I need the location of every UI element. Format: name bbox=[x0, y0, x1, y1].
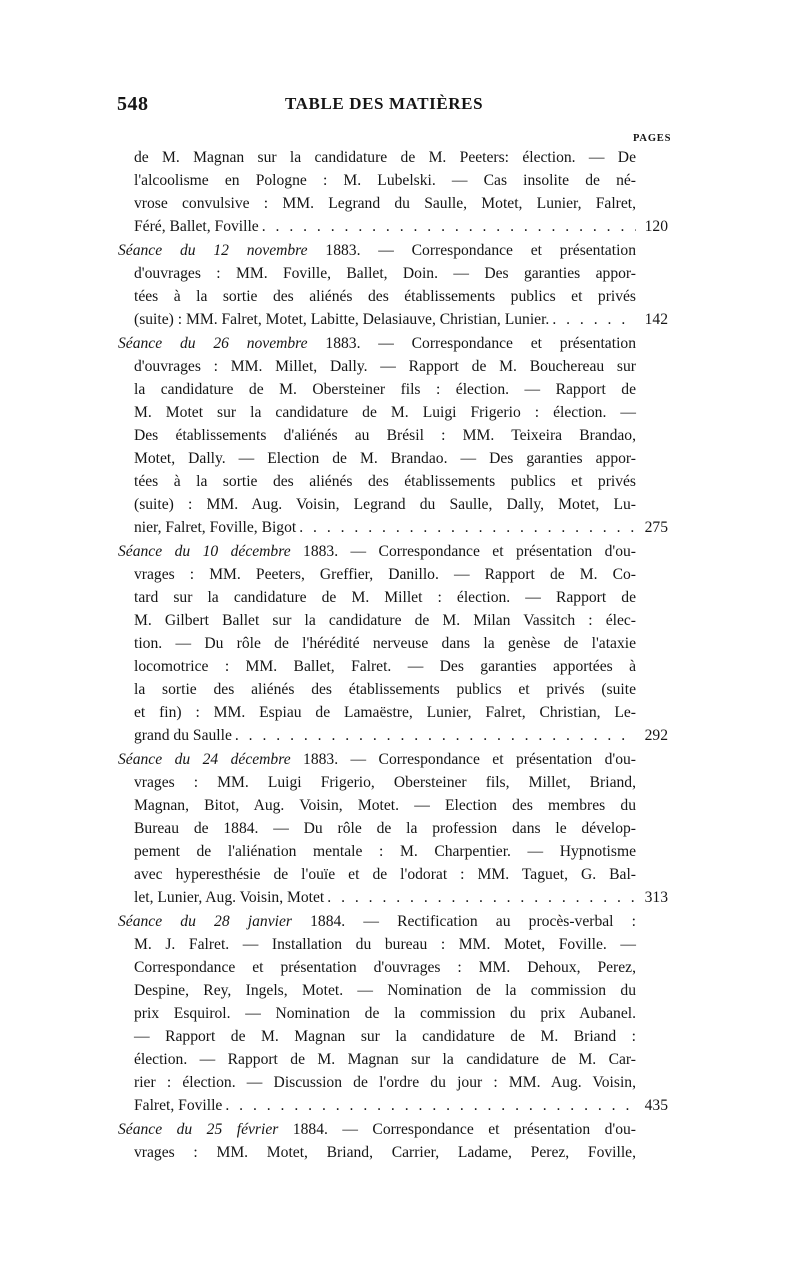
entry-line: élection. — Rapport de M. Magnan sur la candidature de M. Car- bbox=[134, 1051, 636, 1068]
entry-text: Falret, Foville bbox=[134, 1097, 223, 1114]
entry-line: Correspondance et présentation d'ouvrages : MM. Dehoux, Perez, bbox=[134, 959, 636, 976]
entry-text: 1883. — Correspondance et présentation d'ou- bbox=[290, 543, 636, 560]
page-reference: 435 bbox=[644, 1097, 668, 1114]
entry-line: Motet, Dally. — Election de M. Brandao. — Des garanties appor- bbox=[134, 450, 636, 467]
page-reference: 142 bbox=[644, 311, 668, 328]
entry-line bbox=[134, 1096, 636, 1116]
session-date: Séance du 24 décembre bbox=[118, 751, 291, 768]
entry-line bbox=[134, 518, 636, 538]
entry-text: 1884. — Correspondance et présentation d'ou- bbox=[278, 1121, 637, 1138]
entry-line: vrages : MM. Luigi Frigerio, Obersteiner fils, Millet, Briand, bbox=[134, 774, 636, 791]
entry-line: rier : élection. — Discussion de l'ordre du jour : MM. Aug. Voisin, bbox=[134, 1074, 636, 1091]
entry-line: M. Gilbert Ballet sur la candidature de M. Milan Vassitch : élec- bbox=[134, 612, 636, 629]
entry-text: grand du Saulle bbox=[134, 727, 232, 744]
pages-column-label: PAGES bbox=[633, 133, 672, 144]
entry-line: Despine, Rey, Ingels, Motet. — Nomination de la commission du bbox=[134, 982, 636, 999]
entry-line: d'ouvrages : MM. Foville, Ballet, Doin. — Des garanties appor- bbox=[134, 265, 636, 282]
entry-line: — Rapport de M. Magnan sur la candidature de M. Briand : bbox=[134, 1028, 636, 1045]
session-entry-heading-line bbox=[118, 750, 636, 770]
entry-text: 1883. — Correspondance et présentation d'ou- bbox=[290, 751, 636, 768]
entry-line: tées à la sortie des aliénés des établissements publics et privés bbox=[134, 288, 636, 305]
session-date: Séance du 26 novembre bbox=[118, 335, 308, 352]
entry-line: Des établissements d'aliénés au Brésil : MM. Teixeira Brandao, bbox=[134, 427, 636, 444]
entry-line: tion. — Du rôle de l'hérédité nerveuse dans la genèse de l'ataxie bbox=[134, 635, 636, 652]
entry-line: la sortie des aliénés des établissements publics et privés (suite bbox=[134, 681, 636, 698]
entry-line: tard sur la candidature de M. Millet : élection. — Rapport de bbox=[134, 589, 636, 606]
session-date: Séance du 12 novembre bbox=[118, 242, 308, 259]
entry-line: d'ouvrages : MM. Millet, Dally. — Rapport de M. Bouchereau sur bbox=[134, 358, 636, 375]
entry-line: Bureau de 1884. — Du rôle de la profession dans le dévelop- bbox=[134, 820, 636, 837]
page-reference: 313 bbox=[644, 889, 668, 906]
running-title: TABLE DES MATIÈRES bbox=[285, 94, 484, 113]
page-reference: 275 bbox=[644, 519, 668, 536]
session-entry-heading-line bbox=[118, 1120, 636, 1140]
dot-leader bbox=[549, 310, 636, 330]
entry-line: vrose convulsive : MM. Legrand du Saulle, Motet, Lunier, Falret, bbox=[134, 195, 636, 212]
entry-text: nier, Falret, Foville, Bigot bbox=[134, 519, 297, 536]
entry-text: Féré, Ballet, Foville bbox=[134, 218, 259, 235]
entry-line bbox=[134, 217, 636, 237]
entry-line: tées à la sortie des aliénés des établissements publics et privés bbox=[134, 473, 636, 490]
dot-leader bbox=[222, 1096, 636, 1116]
session-date: Séance du 10 décembre bbox=[118, 543, 291, 560]
entry-line: locomotrice : MM. Ballet, Falret. — Des garanties apportées à bbox=[134, 658, 636, 675]
dot-leader bbox=[259, 217, 636, 237]
dot-leader bbox=[232, 726, 636, 746]
dot-leader bbox=[324, 888, 636, 908]
entry-line: pement de l'aliénation mentale : M. Charpentier. — Hypnotisme bbox=[134, 843, 636, 860]
entry-line: vrages : MM. Motet, Briand, Carrier, Ladame, Perez, Foville, bbox=[134, 1144, 636, 1161]
entry-line: la candidature de M. Obersteiner fils : élection. — Rapport de bbox=[134, 381, 636, 398]
entry-line: prix Esquirol. — Nomination de la commission du prix Aubanel. bbox=[134, 1005, 636, 1022]
page-number: 548 bbox=[117, 93, 149, 115]
entry-line: et fin) : MM. Espiau de Lamaëstre, Lunier, Falret, Christian, Le- bbox=[134, 704, 636, 721]
entry-text: 1883. — Correspondance et présentation bbox=[307, 335, 636, 352]
entry-line: de M. Magnan sur la candidature de M. Peeters: élection. — De bbox=[134, 149, 636, 166]
entry-line: M. Motet sur la candidature de M. Luigi Frigerio : élection. — bbox=[134, 404, 636, 421]
session-entry-heading-line bbox=[118, 241, 636, 261]
entry-text: let, Lunier, Aug. Voisin, Motet bbox=[134, 889, 325, 906]
entry-line: (suite) : MM. Aug. Voisin, Legrand du Saulle, Dally, Motet, Lu- bbox=[134, 496, 636, 513]
entry-line: l'alcoolisme en Pologne : M. Lubelski. — Cas insolite de né- bbox=[134, 172, 636, 189]
entry-line: avec hyperesthésie de l'ouïe et de l'odorat : MM. Taguet, G. Bal- bbox=[134, 866, 636, 883]
entry-line bbox=[134, 888, 636, 908]
page-reference: 292 bbox=[644, 727, 668, 744]
dot-leader bbox=[296, 518, 636, 538]
entry-line: vrages : MM. Peeters, Greffier, Danillo. — Rapport de M. Co- bbox=[134, 566, 636, 583]
entry-line: Magnan, Bitot, Aug. Voisin, Motet. — Election des membres du bbox=[134, 797, 636, 814]
session-entry-heading-line bbox=[118, 542, 636, 562]
entry-line bbox=[134, 726, 636, 746]
session-entry-heading-line bbox=[118, 912, 636, 932]
entry-text: 1884. — Rectification au procès-verbal : bbox=[291, 913, 636, 930]
page-reference: 120 bbox=[644, 218, 668, 235]
entry-text: 1883. — Correspondance et présentation bbox=[307, 242, 636, 259]
session-date: Séance du 25 février bbox=[118, 1121, 279, 1138]
session-date: Séance du 28 janvier bbox=[118, 913, 292, 930]
entry-line: M. J. Falret. — Installation du bureau : MM. Motet, Foville. — bbox=[134, 936, 636, 953]
entry-line bbox=[134, 310, 636, 330]
entry-text: (suite) : MM. Falret, Motet, Labitte, Delasiauve, Christian, Lunier. bbox=[134, 311, 550, 328]
session-entry-heading-line bbox=[118, 334, 636, 354]
